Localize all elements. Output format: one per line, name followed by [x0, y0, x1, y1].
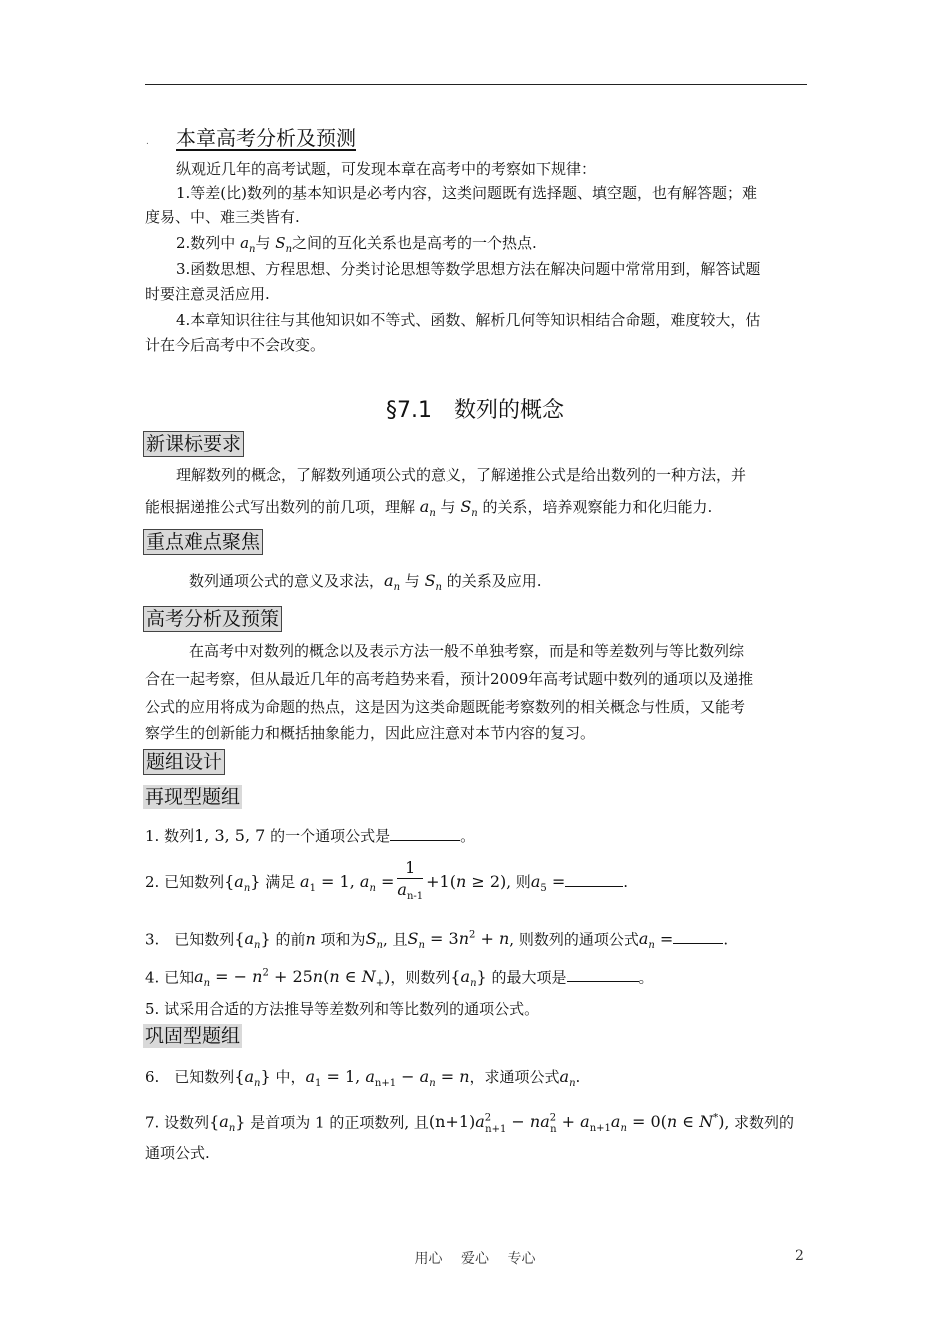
requirements-line2: 能根据递推公式写出数列的前几项，理解 $a_n$ 与 $S_n$ 的关系，培养观察能力和化归能力.	[145, 497, 713, 520]
question-7: 7. 设数列$\{a_n\}$ 是首项为 1 的正项数列, 且$(n+1)a^2_{n+1} - na^2_n + a_{n+1}a_n = 0(n$ ∈ N*), 求数列的	[145, 1112, 795, 1135]
question-5: 5. 试采用合适的方法推导等差数列和等比数列的通项公式。	[145, 1000, 540, 1018]
item4-line2: 计在今后高考中不会改变。	[145, 336, 326, 354]
group1-heading: 再现型题组	[145, 786, 241, 808]
header-rule	[145, 84, 807, 85]
item3-line1: 3.函数思想、方程思想、分类讨论思想等数学思想方法在解决问题中常常用到，解答试题	[176, 260, 761, 278]
design-heading: 题组设计	[143, 749, 225, 775]
intro-line: 纵观近几年的高考试题，可发现本章在高考中的考察如下规律：	[176, 160, 597, 178]
page-number: 2	[795, 1248, 804, 1264]
item2-line: 2.数列中 $a_n$与 $S_n$之间的互化关系也是高考的一个热点.	[176, 234, 537, 255]
question-2: 2. 已知数列$\{a_n\}$ 满足 $a_1 = 1$, $a_n$ = $\frac{1}{a_{n-1}}$ +1(n ≥ 2), 则$a_5$ = .	[145, 858, 629, 903]
paragraph-marker: .	[146, 137, 149, 147]
analysis-line1: 在高考中对数列的概念以及表示方法一般不单独考察，而是和等差数列与等比数列综	[189, 642, 745, 660]
item4-line1: 4.本章知识往往与其他知识如不等式、函数、解析几何等知识相结合命题，难度较大，估	[176, 311, 761, 329]
group2-heading: 巩固型题组	[145, 1025, 241, 1047]
requirements-heading: 新课标要求	[143, 431, 244, 457]
item1-line2: 度易、中、难三类皆有.	[145, 208, 300, 226]
analysis-line2: 合在一起考察，但从最近几年的高考趋势来看，预计2009年高考试题中数列的通项以及递推	[145, 670, 754, 688]
item1-line1: 1.等差(比)数列的基本知识是必考内容，这类问题既有选择题、填空题，也有解答题；难	[176, 184, 758, 202]
footer-motto: 用心 爱心 专心	[414, 1251, 536, 1267]
focus-line: 数列通项公式的意义及求法，$a_n$ 与 $S_n$ 的关系及应用.	[189, 571, 542, 594]
question-6: 6. 已知数列$\{a_n\}$ 中，$a_1 = 1$, $a_{n+1} - a_n = n$，求通项公式$a_n$.	[145, 1067, 581, 1090]
analysis-line3: 公式的应用将成为命题的热点，这是因为这类命题既能考察数列的相关概念与性质，又能考	[145, 698, 746, 716]
chapter-analysis-title: 本章高考分析及预测	[176, 126, 356, 150]
question-7-line2: 通项公式.	[145, 1144, 210, 1162]
requirements-line1: 理解数列的概念，了解数列通项公式的意义，了解递推公式是给出数列的一种方法，并	[176, 466, 747, 484]
analysis-line4: 察学生的创新能力和概括抽象能力，因此应注意对本节内容的复习。	[145, 724, 596, 742]
analysis-heading: 高考分析及预策	[143, 606, 282, 632]
question-4: 4. 已知$a_n$ = − $n^2 + 25n(n$ ∈ $N_+$)，则数列$\{a_n\}$ 的最大项是 。	[145, 967, 654, 990]
focus-heading: 重点难点聚焦	[143, 529, 263, 555]
question-1: 1. 数列1, 3, 5, 7 的一个通项公式是 。	[145, 826, 476, 845]
question-3: 3. 已知数列$\{a_n\}$ 的前n 项和为$S_n$, 且$S_n = 3n^2 + n$, 则数列的通项公式$a_n$ = .	[145, 929, 729, 952]
item3-line2: 时要注意灵活应用.	[145, 285, 270, 303]
section-title: §7.1 数列的概念	[386, 398, 564, 423]
